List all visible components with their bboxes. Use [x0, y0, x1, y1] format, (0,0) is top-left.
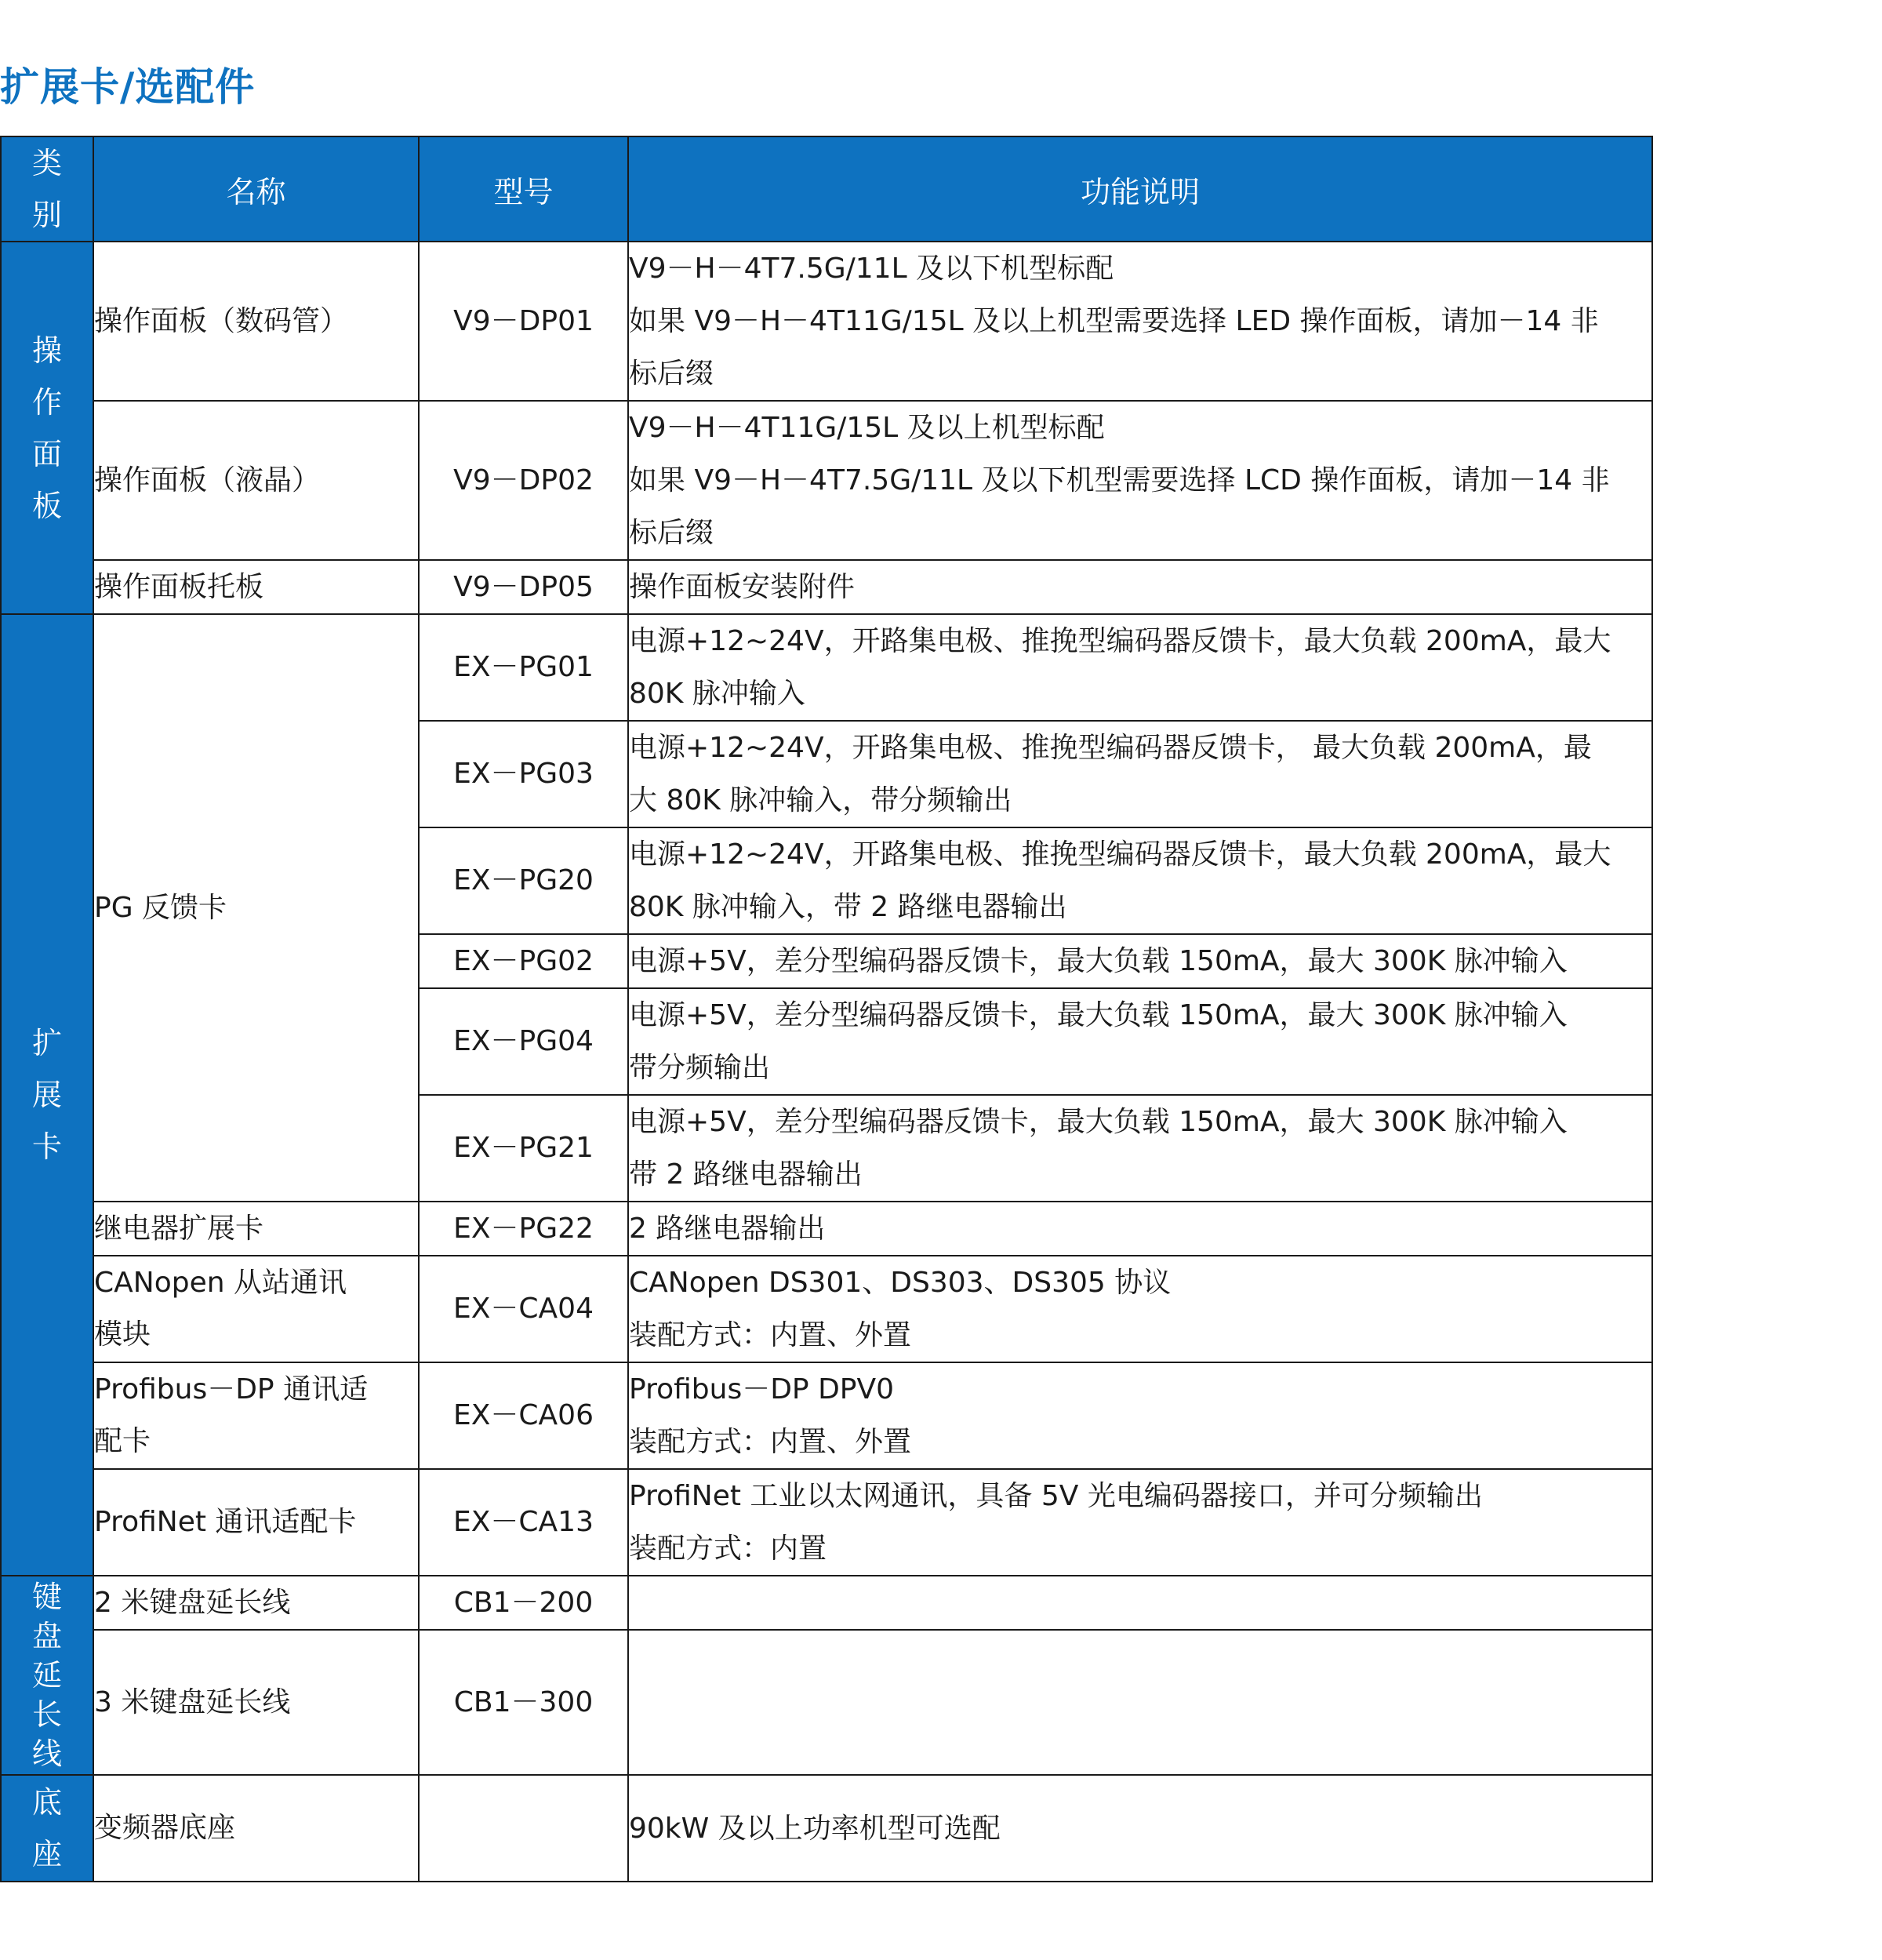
- header-name: 名称: [93, 136, 419, 242]
- desc-cell: ProfiNet 工业以太网通讯，具备 5V 光电编码器接口，并可分频输出 装配方式：内置: [628, 1469, 1652, 1576]
- table-header-row: [1, 136, 1652, 242]
- desc-cell: 电源+12~24V，开路集电极、推挽型编码器反馈卡， 最大负载 200mA，最 大 80K 脉冲输入，带分频输出: [628, 721, 1652, 827]
- desc-cell: [628, 1576, 1652, 1630]
- model-cell: V9－DP02: [419, 401, 628, 560]
- table-row: [1, 1775, 1652, 1882]
- table-row: [1, 1469, 1652, 1576]
- page-title: 扩展卡/选配件: [0, 64, 256, 110]
- model-cell: EX－PG01: [419, 614, 628, 721]
- model-cell: EX－PG04: [419, 988, 628, 1095]
- desc-cell: V9－H－4T11G/15L 及以上机型标配 如果 V9－H－4T7.5G/11L 及以下机型需要选择 LCD 操作面板，请加－14 非 标后缀: [628, 401, 1652, 560]
- model-cell: EX－CA06: [419, 1362, 628, 1469]
- table-row: [1, 1256, 1652, 1362]
- desc-cell: 电源+5V，差分型编码器反馈卡，最大负载 150mA，最大 300K 脉冲输入 带 2 路继电器输出: [628, 1095, 1652, 1202]
- desc-cell: 电源+12~24V，开路集电极、推挽型编码器反馈卡，最大负载 200mA，最大 80K 脉冲输入: [628, 614, 1652, 721]
- desc-cell: 2 路继电器输出: [628, 1202, 1652, 1256]
- name-cell: Profibus－DP 通讯适 配卡: [93, 1362, 419, 1469]
- desc-cell: Profibus－DP DPV0 装配方式：内置、外置: [628, 1362, 1652, 1469]
- table-row: [1, 401, 1652, 560]
- model-cell: EX－PG03: [419, 721, 628, 827]
- desc-cell: 电源+5V，差分型编码器反馈卡，最大负载 150mA，最大 300K 脉冲输入 带分频输出: [628, 988, 1652, 1095]
- category-keyboard-cable: 键 盘 延 长 线: [1, 1576, 93, 1775]
- desc-cell: CANopen DS301、DS303、DS305 协议 装配方式：内置、外置: [628, 1256, 1652, 1362]
- header-category: 类 别: [1, 136, 93, 242]
- name-cell: CANopen 从站通讯 模块: [93, 1256, 419, 1362]
- model-cell: V9－DP01: [419, 242, 628, 401]
- name-cell: ProfiNet 通讯适配卡: [93, 1469, 419, 1576]
- desc-cell: 90kW 及以上功率机型可选配: [628, 1775, 1652, 1882]
- name-cell: 3 米键盘延长线: [93, 1630, 419, 1775]
- table-row: [1, 1202, 1652, 1256]
- model-cell: V9－DP05: [419, 560, 628, 614]
- desc-cell: [628, 1630, 1652, 1775]
- category-expansion-card: 扩 展 卡: [1, 614, 93, 1576]
- model-cell: CB1－300: [419, 1630, 628, 1775]
- table-row: [1, 1576, 1652, 1630]
- model-cell: EX－PG02: [419, 934, 628, 988]
- model-cell: EX－PG22: [419, 1202, 628, 1256]
- name-cell-pg-feedback: PG 反馈卡: [93, 614, 419, 1202]
- name-cell: 继电器扩展卡: [93, 1202, 419, 1256]
- desc-cell: 电源+12~24V，开路集电极、推挽型编码器反馈卡，最大负载 200mA，最大 80K 脉冲输入，带 2 路继电器输出: [628, 827, 1652, 934]
- desc-cell: 电源+5V，差分型编码器反馈卡，最大负载 150mA，最大 300K 脉冲输入: [628, 934, 1652, 988]
- model-cell: EX－PG20: [419, 827, 628, 934]
- name-cell: 操作面板（液晶）: [93, 401, 419, 560]
- model-cell: EX－PG21: [419, 1095, 628, 1202]
- name-cell: 变频器底座: [93, 1775, 419, 1882]
- table-row: [1, 560, 1652, 614]
- header-model: 型号: [419, 136, 628, 242]
- desc-cell: 操作面板安装附件: [628, 560, 1652, 614]
- table-row: [1, 1362, 1652, 1469]
- model-cell: [419, 1775, 628, 1882]
- name-cell: 操作面板（数码管）: [93, 242, 419, 401]
- name-cell: 操作面板托板: [93, 560, 419, 614]
- model-cell: EX－CA04: [419, 1256, 628, 1362]
- table-row: [1, 1630, 1652, 1775]
- category-operation-panel: 操 作 面 板: [1, 242, 93, 614]
- name-cell: 2 米键盘延长线: [93, 1576, 419, 1630]
- desc-cell: V9－H－4T7.5G/11L 及以下机型标配 如果 V9－H－4T11G/15L 及以上机型需要选择 LED 操作面板，请加－14 非 标后缀: [628, 242, 1652, 401]
- model-cell: EX－CA13: [419, 1469, 628, 1576]
- category-base: 底 座: [1, 1775, 93, 1882]
- table-row: [1, 242, 1652, 401]
- model-cell: CB1－200: [419, 1576, 628, 1630]
- header-function: 功能说明: [628, 136, 1652, 242]
- table-row: [1, 614, 1652, 721]
- accessories-table: [0, 136, 1653, 1882]
